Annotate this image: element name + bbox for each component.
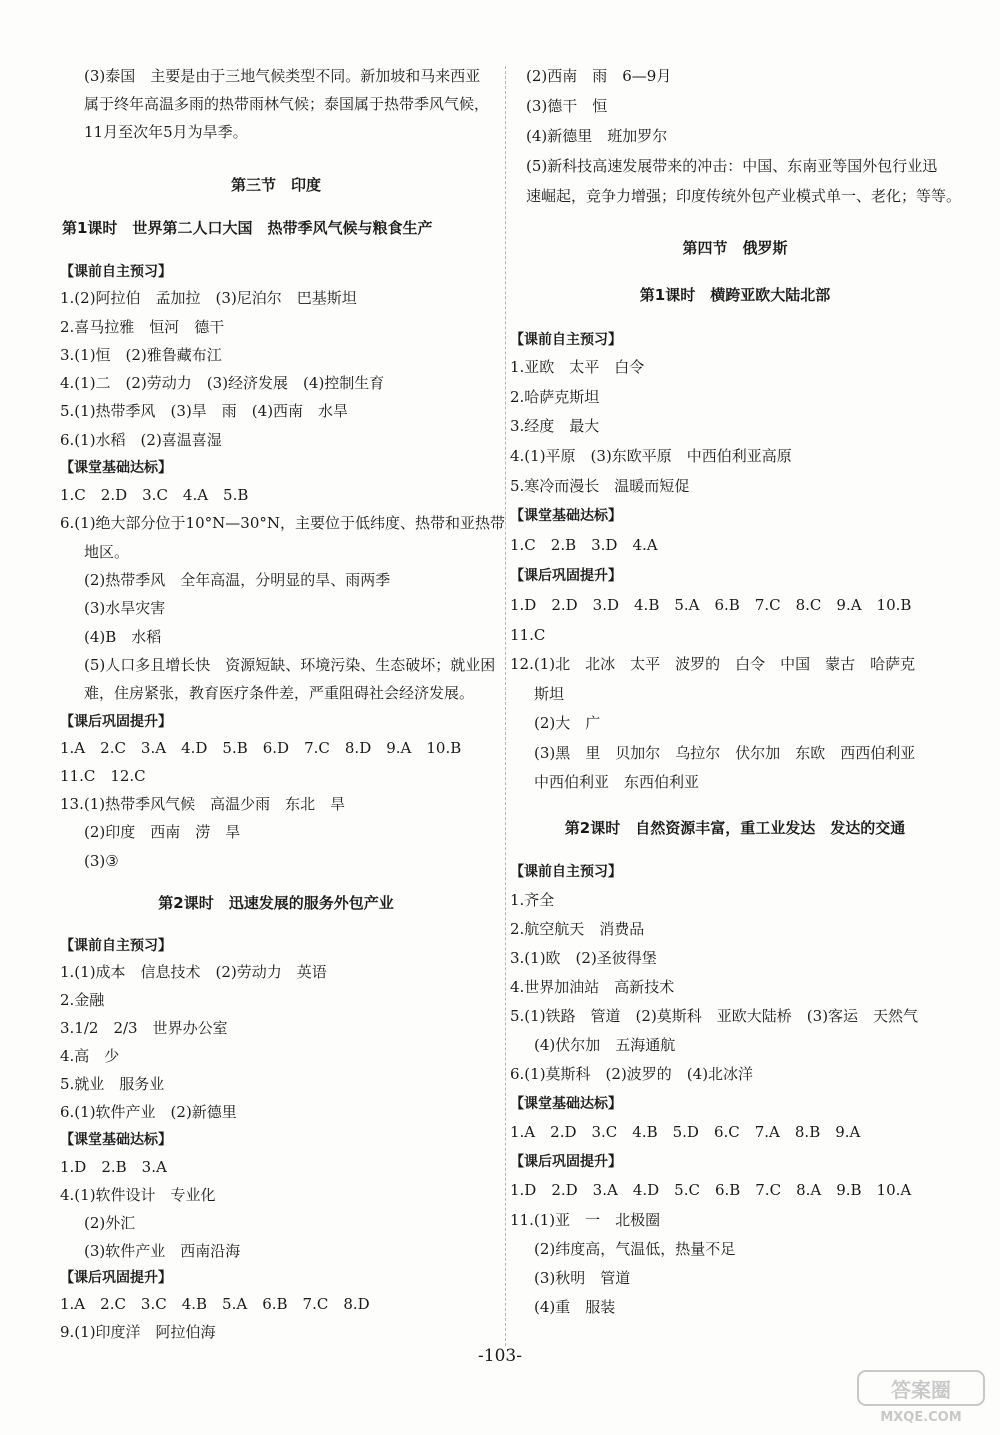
- answer-line: 5.就业 服务业: [60, 1075, 165, 1093]
- answer-line: 1.(1)成本 信息技术 (2)劳动力 英语: [60, 963, 327, 981]
- answer-line: (3)德干 恒: [526, 97, 608, 115]
- lesson-heading: 第2课时 迅速发展的服务外包产业: [158, 894, 394, 912]
- answer-line: 6.(1)软件产业 (2)新德里: [60, 1103, 237, 1121]
- answer-line: 1.D 2.B 3.A: [60, 1158, 167, 1176]
- answer-line: (4)B 水稻: [84, 628, 162, 646]
- answer-line: (2)印度 西南 涝 旱: [84, 823, 241, 841]
- lesson-heading: 第1课时 横跨亚欧大陆北部: [639, 286, 831, 304]
- answer-line: 5.(1)热带季风 (3)旱 雨 (4)西南 水旱: [60, 402, 349, 420]
- answer-line: 11月至次年5月为旱季。: [84, 123, 248, 141]
- answer-line: 11.C 12.C: [60, 767, 146, 785]
- answer-line: 3.(1)恒 (2)雅鲁藏布江: [60, 346, 222, 364]
- post-tag: 【课后巩固提升】: [510, 1154, 622, 1170]
- answer-line: (2)大 广: [534, 714, 601, 732]
- answer-line: 2.喜马拉雅 恒河 德干: [60, 318, 225, 336]
- answer-line: 2.金融: [60, 991, 105, 1009]
- answer-line: 1.C 2.B 3.D 4.A: [510, 536, 658, 554]
- answer-line: 6.(1)绝大部分位于10°N—30°N，主要位于低纬度、热带和亚热带: [60, 514, 505, 532]
- class-tag: 【课堂基础达标】: [60, 460, 172, 476]
- column-divider: [505, 66, 507, 1346]
- answer-line: 11.(1)亚 一 北极圈: [510, 1211, 661, 1229]
- answer-line: 1.A 2.C 3.A 4.D 5.B 6.D 7.C 8.D 9.A 10.B: [60, 739, 462, 757]
- answer-line: (4)伏尔加 五海通航: [534, 1036, 676, 1054]
- answer-line: 13.(1)热带季风气候 高温少雨 东北 旱: [60, 795, 346, 813]
- answer-line: 6.(1)莫斯科 (2)波罗的 (4)北冰洋: [510, 1065, 754, 1083]
- lesson-heading: 第2课时 自然资源丰富，重工业发达 发达的交通: [564, 819, 906, 837]
- answer-line: 难，住房紧张，教育医疗条件差，严重阻碍社会经济发展。: [84, 684, 475, 702]
- preview-tag: 【课前自主预习】: [60, 938, 172, 954]
- answer-line: (5)新科技高速发展带来的冲击：中国、东南亚等国外包行业迅: [526, 157, 938, 175]
- answer-line: (2)外汇: [84, 1214, 136, 1232]
- answer-line: 1.A 2.C 3.C 4.B 5.A 6.B 7.C 8.D: [60, 1295, 370, 1313]
- answer-line: 4.(1)软件设计 专业化: [60, 1186, 216, 1204]
- answer-line: 1.D 2.D 3.D 4.B 5.A 6.B 7.C 8.C 9.A 10.B: [510, 596, 912, 614]
- lesson-heading: 第1课时 世界第二人口大国 热带季风气候与粮食生产: [62, 219, 433, 237]
- answer-line: 1.亚欧 太平 白令: [510, 358, 645, 376]
- answer-line: 4.(1)平原 (3)东欧平原 中西伯利亚高原: [510, 447, 792, 465]
- answer-line: 4.(1)二 (2)劳动力 (3)经济发展 (4)控制生育: [60, 374, 385, 392]
- answer-line: 1.A 2.D 3.C 4.B 5.D 6.C 7.A 8.B 9.A: [510, 1123, 861, 1141]
- answer-line: (3)秋明 管道: [534, 1269, 631, 1287]
- answer-line: 速崛起，竞争力增强；印度传统外包产业模式单一、老化；等等。: [526, 187, 962, 205]
- answer-line: (4)重 服装: [534, 1298, 616, 1316]
- preview-tag: 【课前自主预习】: [510, 864, 622, 880]
- post-tag: 【课后巩固提升】: [60, 1270, 172, 1286]
- answer-line: 属于终年高温多雨的热带雨林气候；泰国属于热带季风气候，: [84, 95, 490, 113]
- post-tag: 【课后巩固提升】: [510, 568, 622, 584]
- answer-line: (2)纬度高，气温低，热量不足: [534, 1240, 736, 1258]
- answer-line: 3.经度 最大: [510, 417, 600, 435]
- svg-text:MXQE.COM: MXQE.COM: [880, 1410, 962, 1425]
- answer-line: 1.齐全: [510, 891, 555, 909]
- answer-line: (3)泰国 主要是由于三地气候类型不同。新加坡和马来西亚: [84, 67, 481, 85]
- answer-line: (2)西南 雨 6—9月: [526, 67, 672, 85]
- answer-line: 1.(2)阿拉伯 孟加拉 (3)尼泊尔 巴基斯坦: [60, 289, 357, 307]
- svg-text:答案圈: 答案圈: [891, 1378, 951, 1402]
- answer-line: 1.D 2.D 3.A 4.D 5.C 6.B 7.C 8.A 9.B 10.A: [510, 1181, 912, 1199]
- class-tag: 【课堂基础达标】: [510, 1096, 622, 1112]
- answer-line: 2.哈萨克斯坦: [510, 388, 600, 406]
- answer-line: 中西伯利亚 东西伯利亚: [534, 773, 700, 791]
- answer-line: (4)新德里 班加罗尔: [526, 127, 668, 145]
- class-tag: 【课堂基础达标】: [510, 508, 622, 524]
- preview-tag: 【课前自主预习】: [510, 332, 622, 348]
- answer-line: 3.(1)欧 (2)圣彼得堡: [510, 949, 657, 967]
- answer-line: 斯坦: [534, 685, 565, 703]
- section-heading-india: 第三节 印度: [230, 176, 321, 194]
- answer-line: 6.(1)水稻 (2)喜温喜湿: [60, 431, 222, 449]
- class-tag: 【课堂基础达标】: [60, 1132, 172, 1148]
- answer-line: (3)黑 里 贝加尔 乌拉尔 伏尔加 东欧 西西伯利亚: [534, 744, 916, 762]
- answer-line: (3)③: [84, 852, 119, 870]
- section-heading-russia: 第四节 俄罗斯: [682, 239, 788, 257]
- answer-line: 4.世界加油站 高新技术: [510, 978, 675, 996]
- answer-line: 9.(1)印度洋 阿拉伯海: [60, 1323, 216, 1341]
- watermark-logo: [856, 1367, 986, 1427]
- answer-line: 2.航空航天 消费品: [510, 920, 645, 938]
- answer-line: (3)水旱灾害: [84, 599, 166, 617]
- answer-line: 3.1/2 2/3 世界办公室: [60, 1019, 228, 1037]
- answer-line: (3)软件产业 西南沿海: [84, 1242, 241, 1260]
- answer-line: (5)人口多且增长快 资源短缺、环境污染、生态破坏；就业困: [84, 656, 496, 674]
- post-tag: 【课后巩固提升】: [60, 714, 172, 730]
- answer-line: 1.C 2.D 3.C 4.A 5.B: [60, 486, 249, 504]
- answer-line: 12.(1)北 北冰 太平 波罗的 白令 中国 蒙古 哈萨克: [510, 655, 916, 673]
- answer-line: 地区。: [84, 543, 130, 561]
- answer-line: 5.(1)铁路 管道 (2)莫斯科 亚欧大陆桥 (3)客运 天然气: [510, 1007, 919, 1025]
- answer-line: 4.高 少: [60, 1047, 120, 1065]
- page-number: -103-: [478, 1346, 522, 1366]
- answer-line: 11.C: [510, 626, 546, 644]
- preview-tag: 【课前自主预习】: [60, 264, 172, 280]
- answer-line: (2)热带季风 全年高温，分明显的旱、雨两季: [84, 571, 391, 589]
- answer-line: 5.寒冷而漫长 温暖而短促: [510, 477, 690, 495]
